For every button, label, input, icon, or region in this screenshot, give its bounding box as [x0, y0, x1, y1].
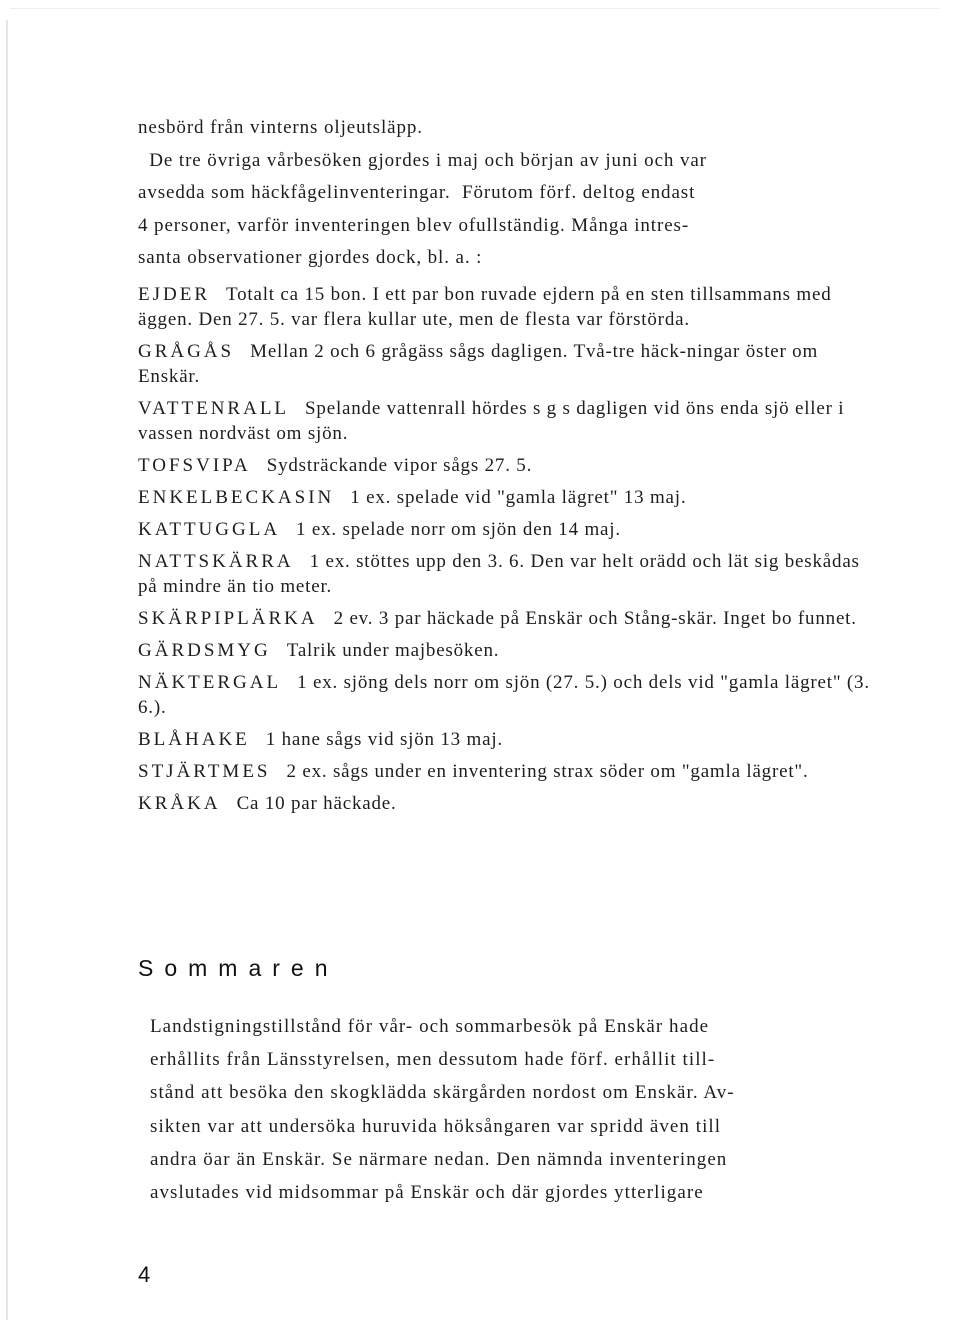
species-entry	[138, 638, 883, 663]
species-entry	[138, 339, 883, 389]
summer-paragraph	[150, 1010, 885, 1209]
species-name: GÄRDSMYG	[138, 639, 271, 661]
species-note: Talrik under majbesöken.	[286, 639, 500, 661]
species-entry	[138, 791, 883, 816]
species-name: NÄKTERGAL	[138, 671, 282, 693]
species-name: KRÅKA	[138, 792, 221, 814]
species-entry	[138, 517, 883, 542]
scan-edge-top	[10, 8, 940, 9]
text-line: 4 personer, varför inventeringen blev ofullständig. Många intres-	[138, 214, 690, 236]
text-line: andra öar än Enskär. Se närmare nedan. Den nämnda inventeringen	[150, 1148, 728, 1170]
page-number: 4	[138, 1262, 151, 1287]
species-name: EJDER	[138, 283, 210, 305]
species-name: GRÅGÅS	[138, 340, 235, 362]
species-entry	[138, 670, 883, 720]
section-heading: Sommaren	[138, 955, 339, 981]
species-name: VATTENRALL	[138, 397, 290, 419]
species-note: 1 hane sågs vid sjön 13 maj.	[265, 728, 503, 750]
text-line: santa observationer gjordes dock, bl. a. :	[138, 247, 483, 268]
species-name: NATTSKÄRRA	[138, 550, 294, 572]
species-entry	[138, 606, 883, 631]
species-entry	[138, 549, 883, 599]
species-note: Mellan 2 och 6 grågäss sågs dagligen. Två-tre häck-ningar öster om Enskär.	[138, 340, 819, 387]
main-text	[138, 112, 883, 816]
species-entry	[138, 759, 883, 784]
text-line: Landstigningstillstånd för vår- och sommarbesök på Enskär hade	[150, 1016, 710, 1037]
species-note: 1 ex. spelade vid "gamla lägret" 13 maj.	[350, 486, 687, 508]
species-entry	[138, 453, 883, 478]
species-name: SKÄRPIPLÄRKA	[138, 607, 318, 629]
text-line: De tre övriga vårbesöken gjordes i maj och början av juni och var	[138, 149, 707, 171]
species-entry	[138, 282, 883, 332]
text-line: avslutades vid midsommar på Enskär och där gjordes ytterligare	[150, 1182, 704, 1204]
text-line: avsedda som häckfågelinventeringar. Förutom förf. deltog endast	[138, 182, 696, 203]
species-note: 1 ex. stöttes upp den 3. 6. Den var helt orädd och lät sig beskådas på mindre än tio meter.	[138, 550, 860, 597]
text-line: nesbörd från vinterns oljeutsläpp.	[138, 117, 423, 138]
species-note: 1 ex. spelade norr om sjön den 14 maj.	[296, 518, 621, 540]
species-entry	[138, 485, 883, 510]
species-name: ENKELBECKASIN	[138, 486, 335, 508]
species-note: 1 ex. sjöng dels norr om sjön (27. 5.) och dels vid "gamla lägret" (3. 6.).	[138, 671, 870, 718]
text-line: erhållits från Länsstyrelsen, men dessutom hade förf. erhållit till-	[150, 1049, 716, 1071]
species-name: BLÅHAKE	[138, 728, 250, 750]
text-line: stånd att besöka den skogklädda skärgården nordost om Enskär. Av-	[150, 1082, 735, 1104]
species-list	[138, 282, 883, 816]
species-entry	[138, 727, 883, 752]
species-note: Sydsträckande vipor sågs 27. 5.	[266, 454, 533, 476]
species-note: 2 ex. sågs under en inventering strax söder om "gamla lägret".	[286, 760, 809, 782]
species-note: Ca 10 par häckade.	[236, 792, 397, 814]
text-line: sikten var att undersöka huruvida höksångaren var spridd även till	[150, 1115, 722, 1137]
species-note: Spelande vattenrall hördes s g s dagligen vid öns enda sjö eller i vassen nordväst om sjön.	[138, 397, 845, 444]
species-name: STJÄRTMES	[138, 760, 271, 782]
species-name: KATTUGGLA	[138, 518, 281, 540]
species-note: Totalt ca 15 bon. I ett par bon ruvade ejdern på en sten tillsammans med äggen. Den 27. 5. var flera kullar ute, men de flesta var förstörda.	[138, 283, 832, 330]
species-note: 2 ev. 3 par häckade på Enskär och Stång-skär. Inget bo funnet.	[333, 607, 857, 629]
species-name: TOFSVIPA	[138, 454, 251, 476]
species-entry	[138, 396, 883, 446]
scan-edge-left	[6, 20, 8, 1320]
